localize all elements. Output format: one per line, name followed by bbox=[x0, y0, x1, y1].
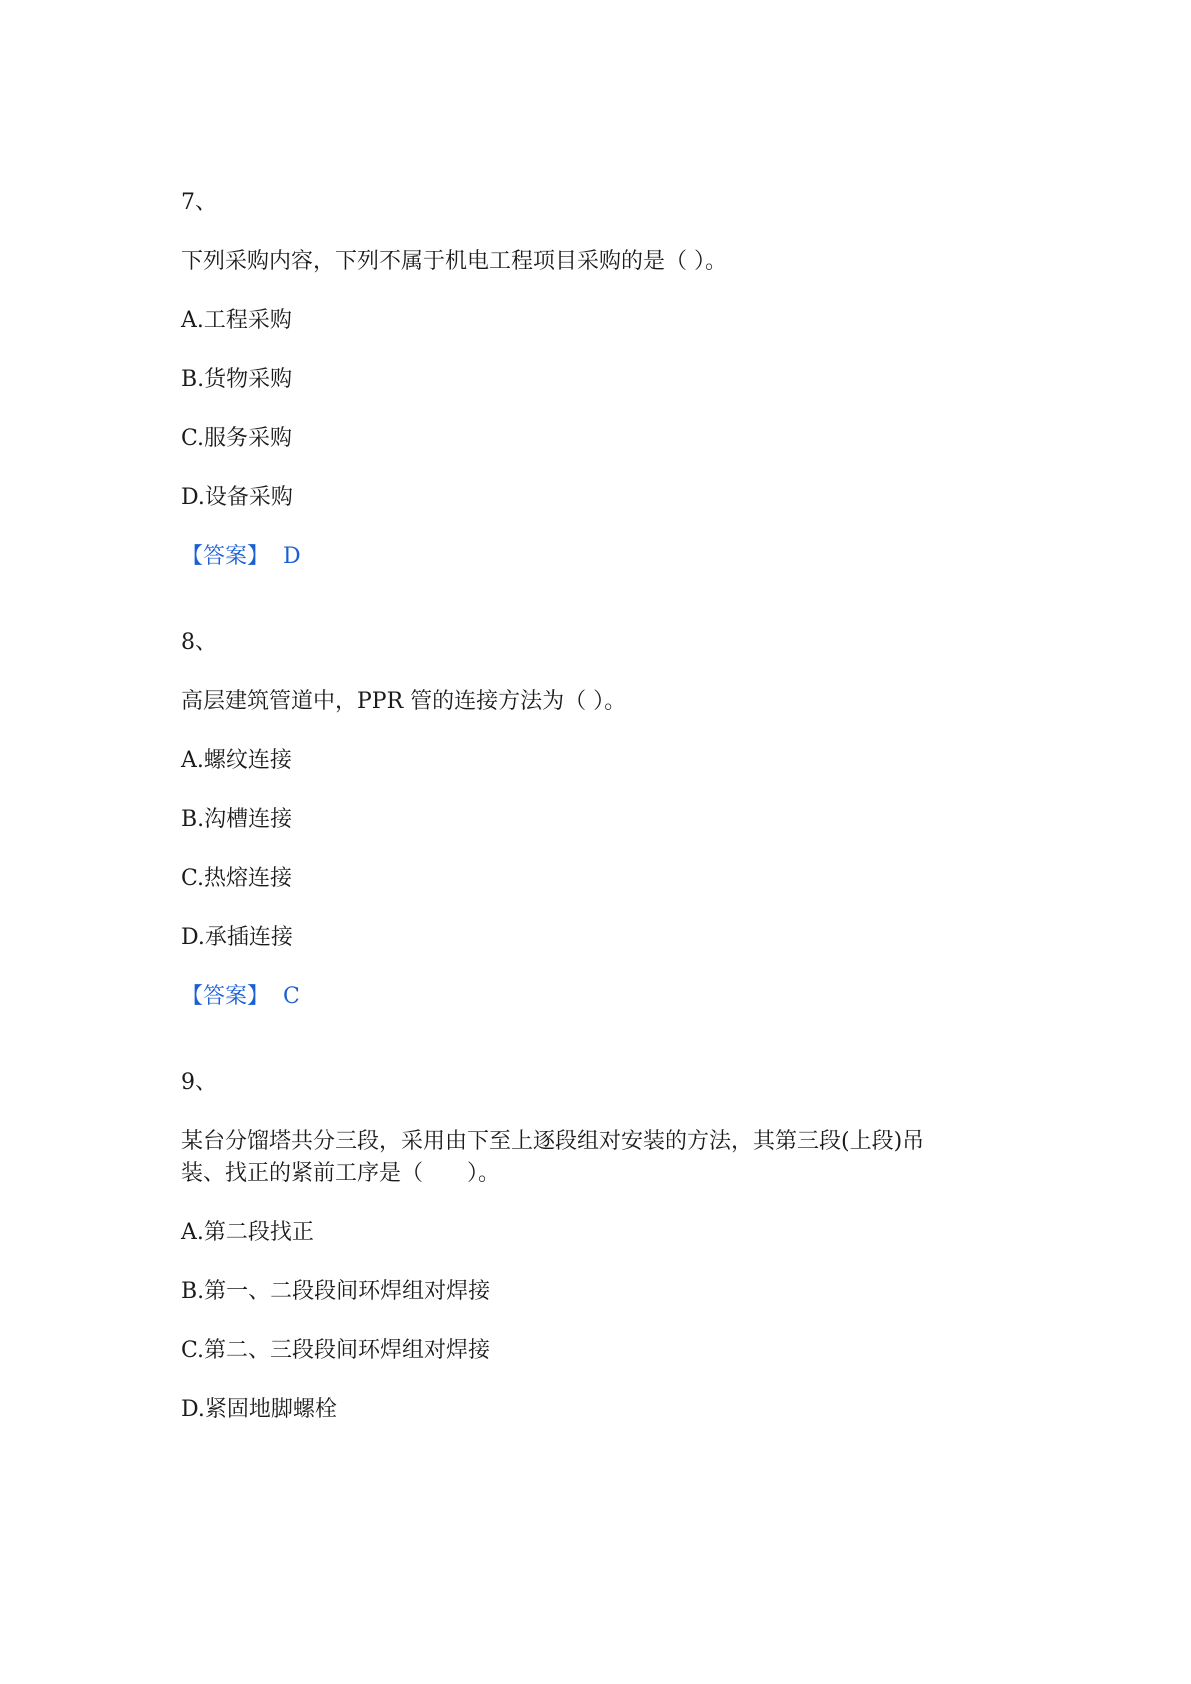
question-7 bbox=[181, 188, 1021, 572]
question-stem-line-2: 装、找正的紧前工序是（ ）。 bbox=[181, 1161, 501, 1186]
answer-label: 【答案】 bbox=[181, 984, 270, 1009]
answer bbox=[181, 542, 1021, 572]
option-a: A.第二段找正 bbox=[181, 1220, 314, 1245]
option-d: D.承插连接 bbox=[181, 925, 293, 950]
option-d: D.紧固地脚螺栓 bbox=[181, 1397, 337, 1422]
option-b: B.第一、二段段间环焊组对焊接 bbox=[181, 1279, 491, 1304]
option-c: C.热熔连接 bbox=[181, 866, 293, 891]
answer-value: D bbox=[283, 544, 301, 569]
option-a: A.工程采购 bbox=[181, 308, 292, 333]
question-8 bbox=[181, 628, 1021, 1012]
question-number: 7、 bbox=[181, 190, 217, 215]
option-c: C.服务采购 bbox=[181, 426, 293, 451]
question-stem: 高层建筑管道中，PPR 管的连接方法为（ ）。 bbox=[181, 689, 627, 714]
option-d: D.设备采购 bbox=[181, 485, 293, 510]
answer-label: 【答案】 bbox=[181, 544, 270, 569]
option-b: B.货物采购 bbox=[181, 367, 293, 392]
answer-value: C bbox=[283, 984, 300, 1009]
answer bbox=[181, 982, 1021, 1012]
question-number: 8、 bbox=[181, 630, 217, 655]
option-c: C.第二、三段段间环焊组对焊接 bbox=[181, 1338, 491, 1363]
question-stem-line-1: 某台分馏塔共分三段，采用由下至上逐段组对安装的方法，其第三段(上段)吊 bbox=[181, 1129, 925, 1154]
question-number: 9、 bbox=[181, 1070, 217, 1095]
question-stem: 下列采购内容，下列不属于机电工程项目采购的是（ ）。 bbox=[181, 249, 727, 274]
option-a: A.螺纹连接 bbox=[181, 748, 292, 773]
question-9 bbox=[181, 1068, 1021, 1425]
option-b: B.沟槽连接 bbox=[181, 807, 293, 832]
